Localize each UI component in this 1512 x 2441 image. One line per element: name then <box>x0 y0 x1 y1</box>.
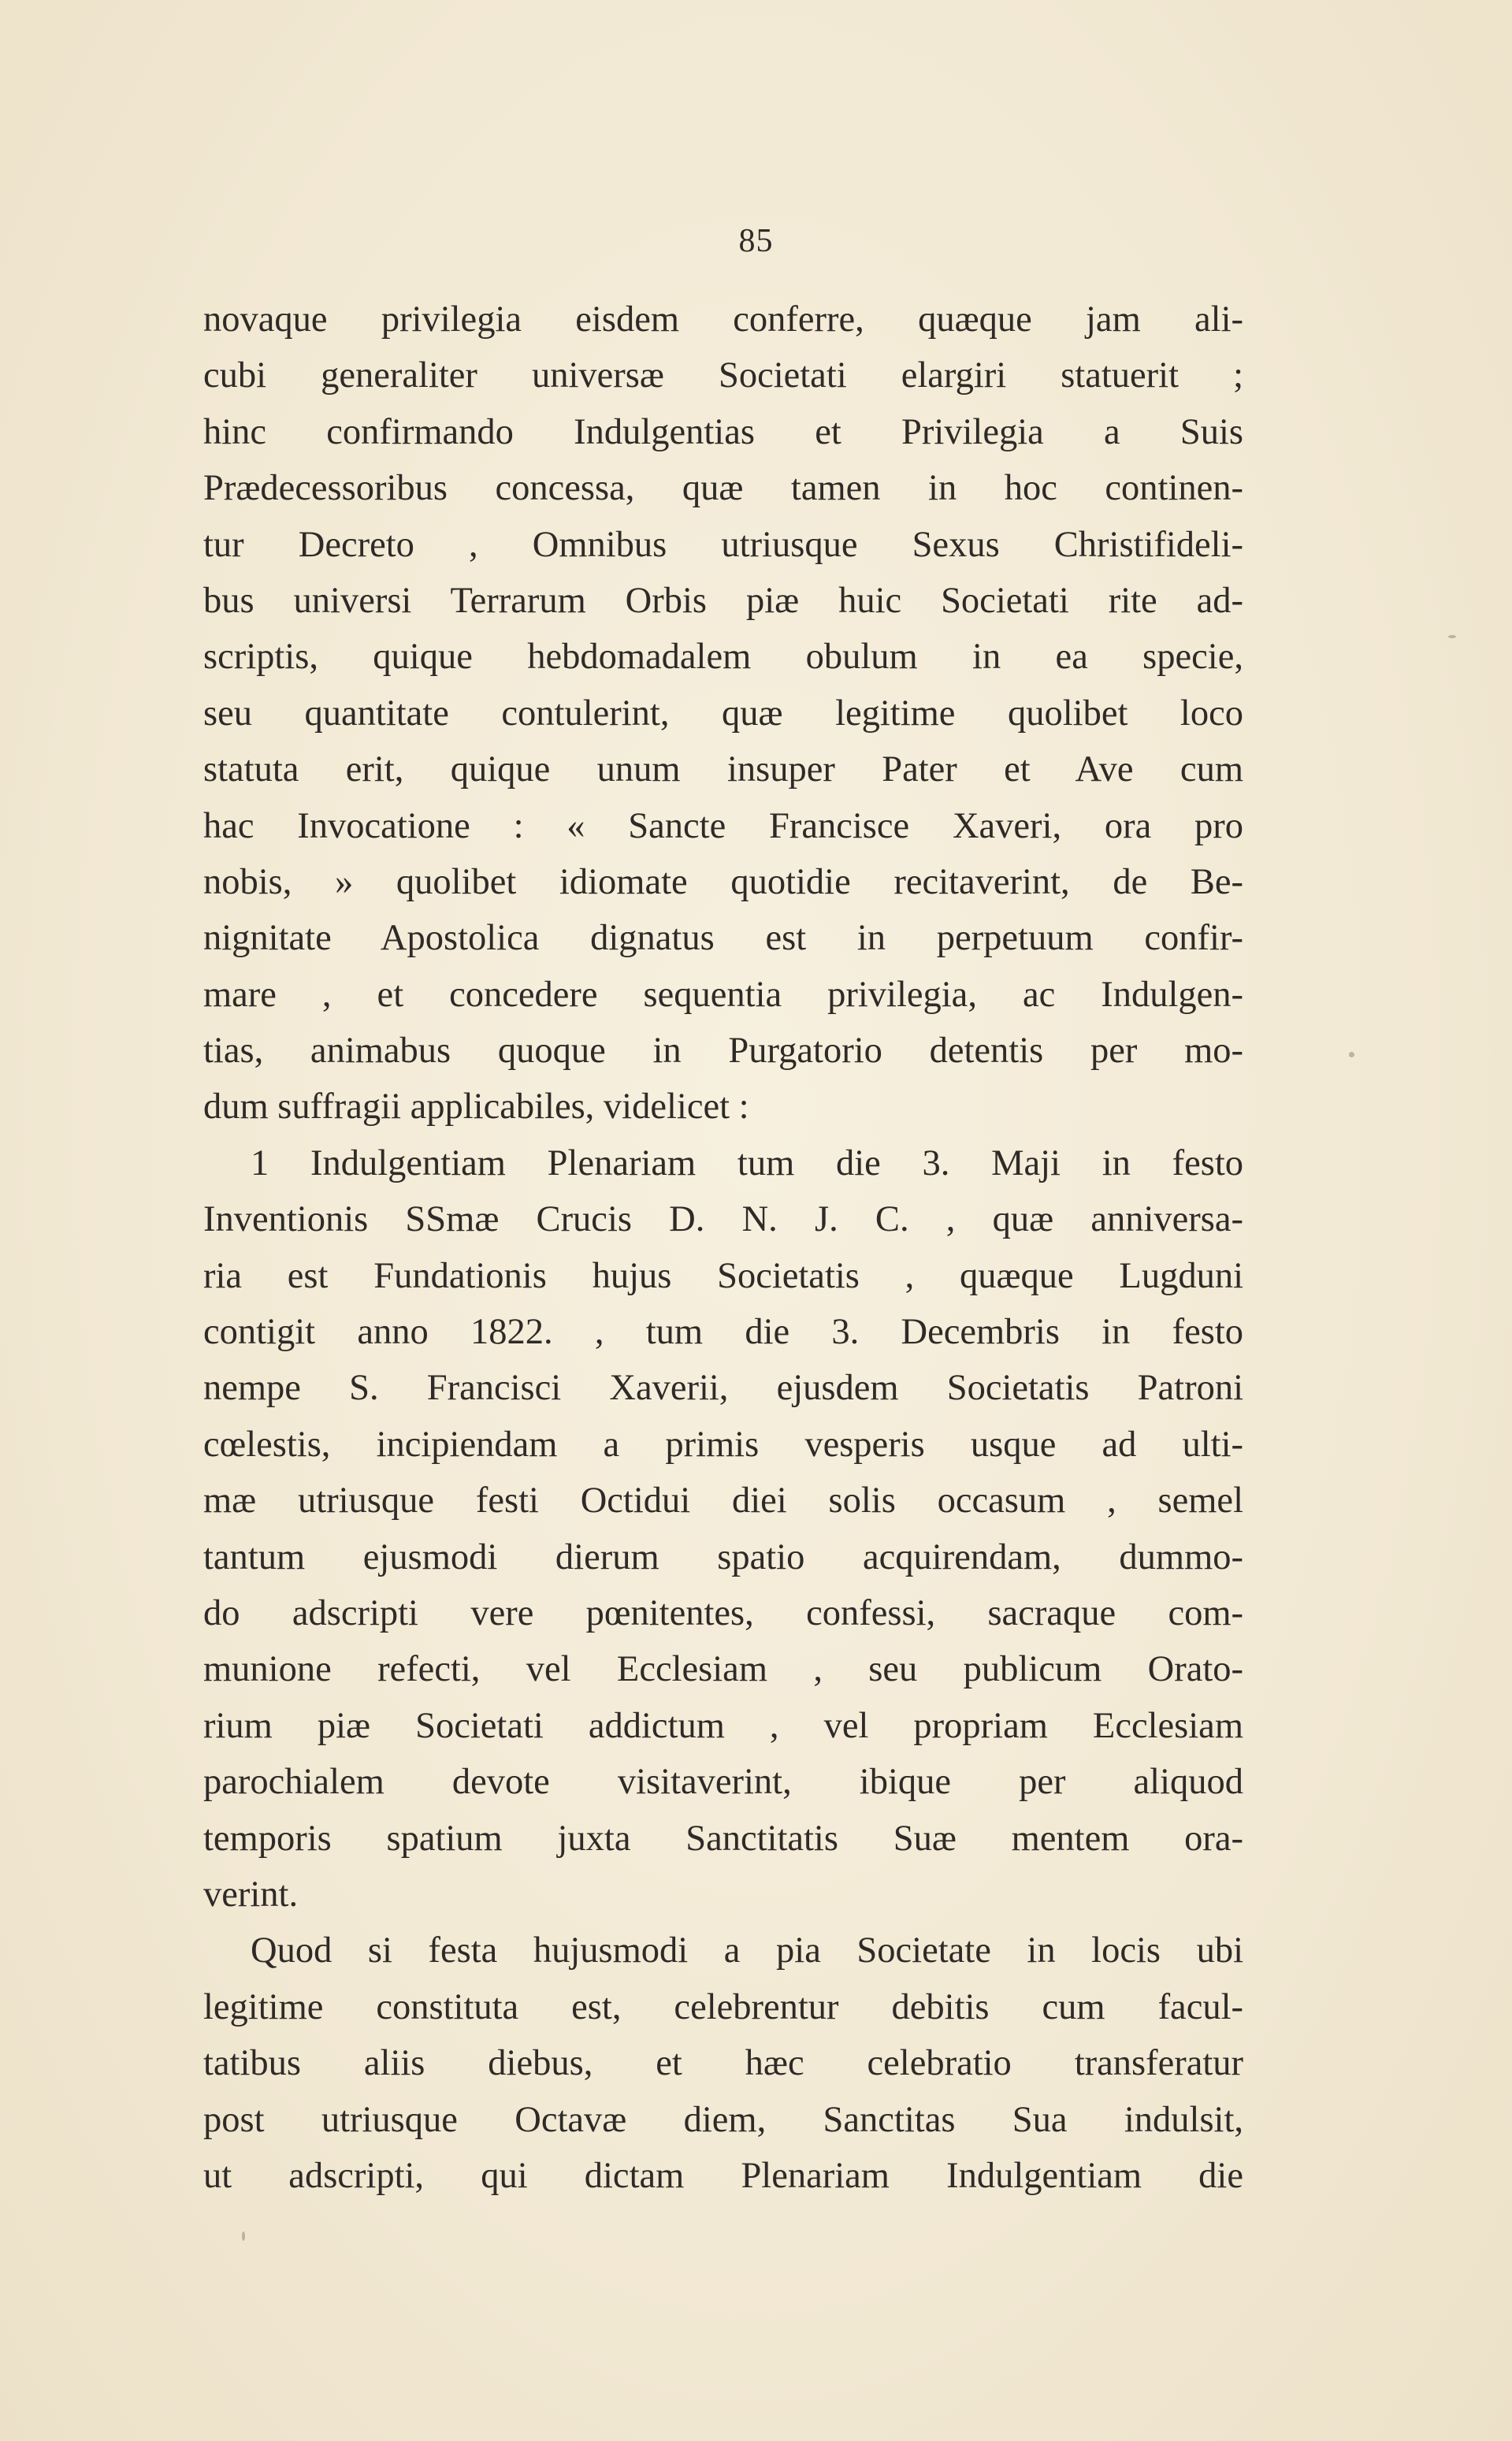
text-line: Inventionis SSmæ Crucis D. N. J. C. , quæ anniversa- <box>203 1199 1243 1240</box>
text-line: contigit anno 1822. , tum die 3. Decembris in festo <box>203 1312 1243 1353</box>
text-line: do adscripti vere pœnitentes, confessi, sacraque com- <box>203 1592 1243 1633</box>
text-line: mæ utriusque festi Octidui diei solis occasum , semel <box>203 1481 1243 1521</box>
text-line: Prædecessoribus concessa, quæ tamen in hoc continen- <box>203 468 1243 509</box>
text-line: tias, animabus quoque in Purgatorio detentis per mo- <box>203 1031 1243 1072</box>
text-line: tatibus aliis diebus, et hæc celebratio transferatur <box>203 2043 1243 2084</box>
text-line: tur Decreto , Omnibus utriusque Sexus Christifideli- <box>203 524 1243 565</box>
text-line: parochialem devote visitaverint, ibique per aliquod <box>203 1762 1243 1803</box>
text-line: ria est Fundationis hujus Societatis , quæque Lugduni <box>203 1255 1243 1296</box>
body-text <box>203 292 1243 2204</box>
text-line: nignitate Apostolica dignatus est in perpetuum confir- <box>203 918 1243 959</box>
text-line: verint. <box>203 1874 299 1915</box>
text-line: Quod si festa hujusmodi a pia Societate in locis ubi <box>251 1930 1243 1971</box>
text-line: cœlestis, incipiendam a primis vesperis usque ad ulti- <box>203 1424 1243 1465</box>
text-line: mare , et concedere sequentia privilegia, ac Indulgen- <box>203 974 1243 1015</box>
text-line: scriptis, quique hebdomadalem obulum in ea specie, <box>203 637 1243 678</box>
text-line: statuta erit, quique unum insuper Pater et Ave cum <box>203 749 1243 790</box>
paper-speck <box>242 2231 245 2241</box>
text-line: novaque privilegia eisdem conferre, quæque jam ali- <box>203 299 1243 340</box>
text-line: nobis, » quolibet idiomate quotidie recitaverint, de Be- <box>203 861 1243 902</box>
text-line: rium piæ Societati addictum , vel propriam Ecclesiam <box>203 1705 1243 1746</box>
text-line: hac Invocatione : « Sancte Francisce Xaveri, ora pro <box>203 805 1243 846</box>
paper-speck <box>1349 1052 1354 1057</box>
text-line: nempe S. Francisci Xaverii, ejusdem Societatis Patroni <box>203 1368 1243 1409</box>
text-line: 1 Indulgentiam Plenariam tum die 3. Maji in festo <box>251 1142 1243 1183</box>
text-line: munione refecti, vel Ecclesiam , seu publicum Orato- <box>203 1649 1243 1690</box>
text-line: legitime constituta est, celebrentur debitis cum facul- <box>203 1986 1243 2027</box>
text-line: bus universi Terrarum Orbis piæ huic Societati rite ad- <box>203 580 1243 621</box>
text-line: post utriusque Octavæ diem, Sanctitas Sua indulsit, <box>203 2099 1243 2140</box>
text-line: ut adscripti, qui dictam Plenariam Indulgentiam die <box>203 2155 1243 2196</box>
text-line: cubi generaliter universæ Societati elargiri statuerit ; <box>203 355 1243 396</box>
text-line: dum suffragii applicabiles, videlicet : <box>203 1087 749 1128</box>
paper-speck <box>1448 635 1456 638</box>
page-number: 85 <box>738 223 774 259</box>
text-line: seu quantitate contulerint, quæ legitime quolibet loco <box>203 693 1243 734</box>
text-line: tantum ejusmodi dierum spatio acquirendam, dummo- <box>203 1536 1243 1577</box>
text-line: hinc confirmando Indulgentias et Privilegia a Suis <box>203 411 1243 452</box>
text-line: temporis spatium juxta Sanctitatis Suæ mentem ora- <box>203 1818 1243 1859</box>
